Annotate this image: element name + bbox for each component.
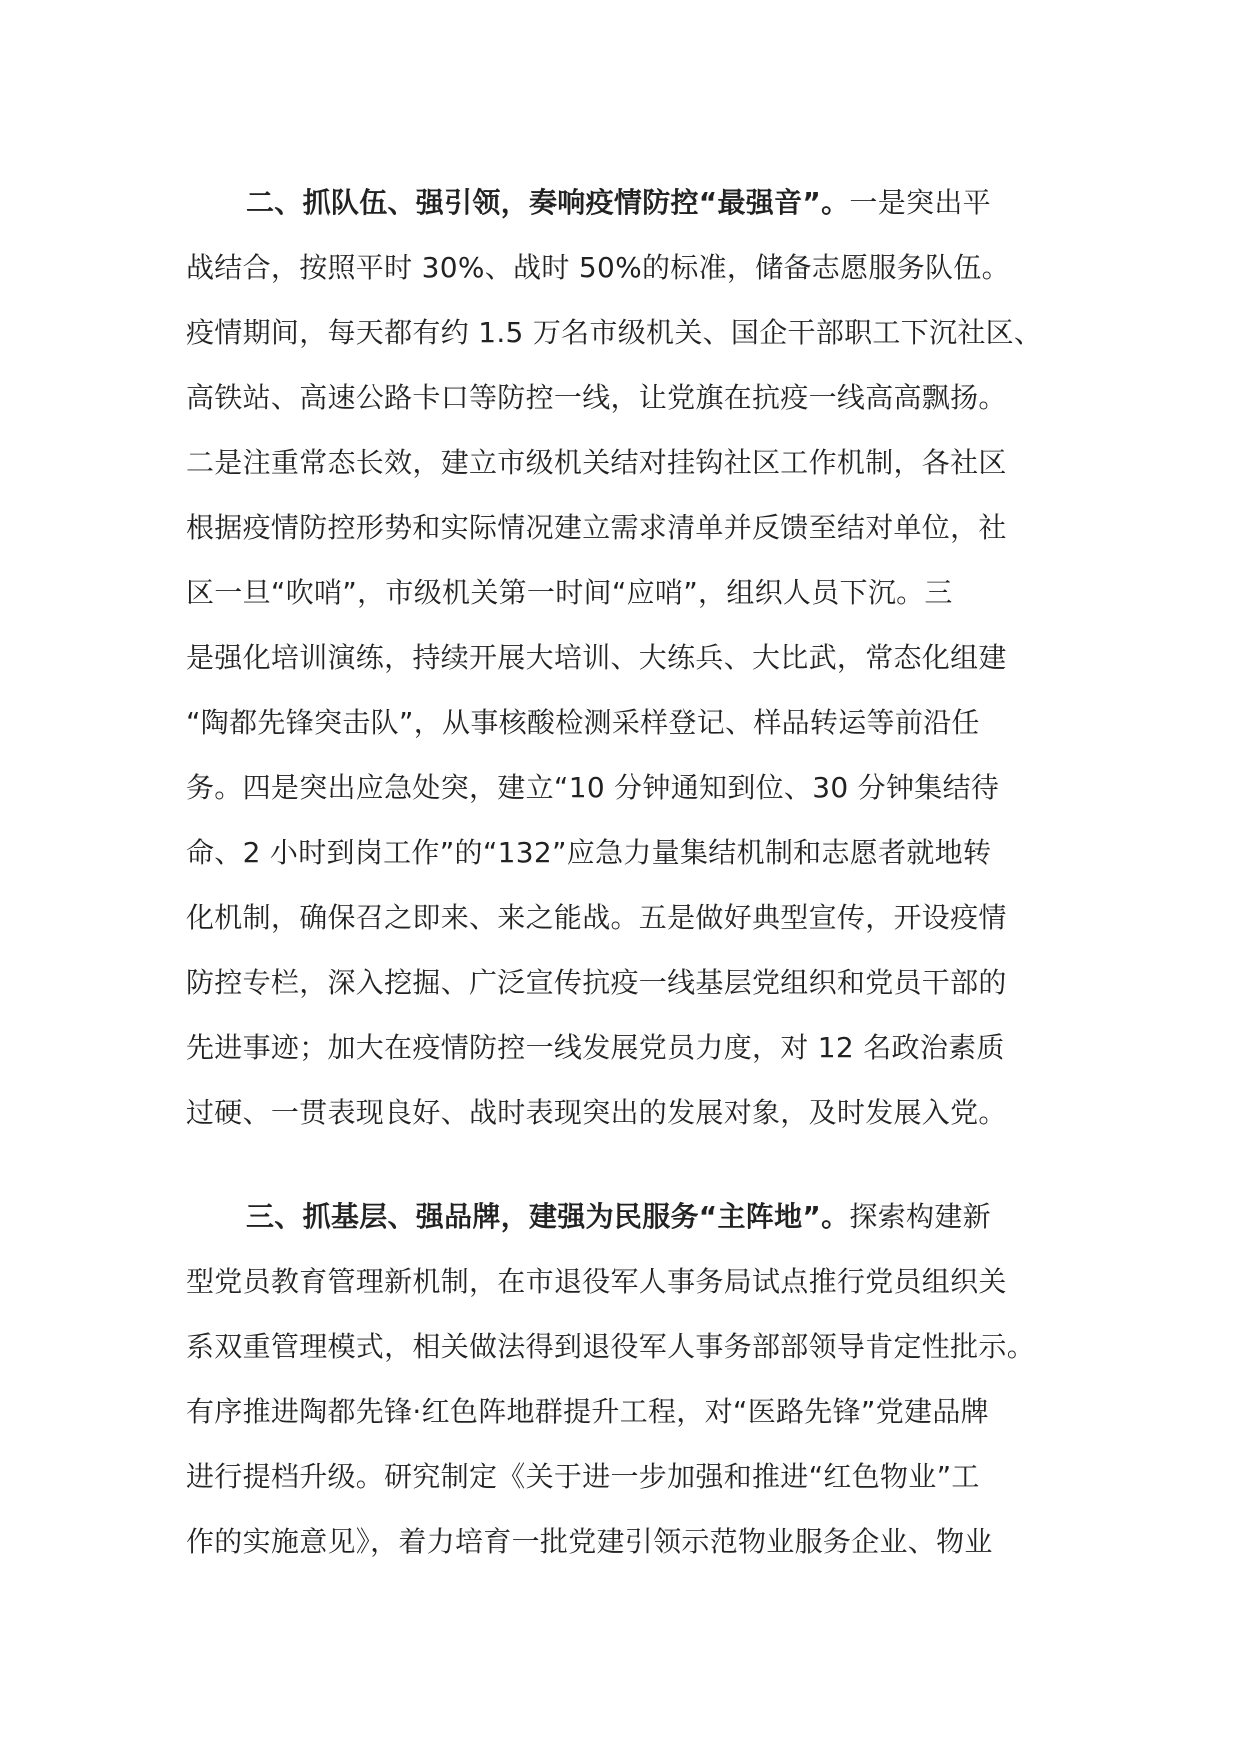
- section-3-paragraph: [186, 1184, 1054, 1574]
- paragraph-line: 根据疫情防控形势和实际情况建立需求清单并反馈至结对单位，社: [186, 511, 1007, 544]
- section-2-heading: 二、抓队伍、强引领，奏响疫情防控“最强音”。: [246, 186, 850, 219]
- paragraph-line: 疫情期间，每天都有约 1.5 万名市级机关、国企干部职工下沉社区、: [186, 316, 1043, 349]
- paragraph-line: 化机制，确保召之即来、来之能战。五是做好典型宣传，开设疫情: [186, 901, 1007, 934]
- paragraph-line: “陶都先锋突击队”，从事核酸检测采样登记、样品转运等前沿任: [186, 706, 980, 739]
- paragraph-line: 二是注重常态长效，建立市级机关结对挂钩社区工作机制，各社区: [186, 446, 1007, 479]
- paragraph-line: 高铁站、高速公路卡口等防控一线，让党旗在抗疫一线高高飘扬。: [186, 381, 1007, 414]
- paragraph-line: 命、2 小时到岗工作”的“132”应急力量集结机制和志愿者就地转: [186, 836, 992, 869]
- paragraph-line: 进行提档升级。研究制定《关于进一步加强和推进“红色物业”工: [186, 1460, 980, 1493]
- paragraph-line: 战结合，按照平时 30%、战时 50%的标准，储备志愿服务队伍。: [186, 251, 1010, 284]
- paragraph-text: 一是突出平: [849, 186, 991, 219]
- paragraph-line: 是强化培训演练，持续开展大培训、大练兵、大比武，常态化组建: [186, 641, 1007, 674]
- paragraph-line: 防控专栏，深入挖掘、广泛宣传抗疫一线基层党组织和党员干部的: [186, 966, 1007, 999]
- paragraph-line: 型党员教育管理新机制，在市退役军人事务局试点推行党员组织关: [186, 1265, 1007, 1298]
- section-3-heading: 三、抓基层、强品牌，建强为民服务“主阵地”。: [246, 1200, 850, 1233]
- paragraph-first-line: [186, 170, 1054, 235]
- paragraph-line: 务。四是突出应急处突，建立“10 分钟通知到位、30 分钟集结待: [186, 771, 1000, 804]
- paragraph-line: 系双重管理模式，相关做法得到退役军人事务部部领导肯定性批示。: [186, 1330, 1036, 1363]
- paragraph-text: 探索构建新: [849, 1200, 991, 1233]
- paragraph-line: 作的实施意见》，着力培育一批党建引领示范物业服务企业、物业: [186, 1525, 993, 1558]
- paragraph-line: 区一旦“吹哨”，市级机关第一时间“应哨”，组织人员下沉。三: [186, 576, 953, 609]
- paragraph-first-line: [186, 1184, 1054, 1249]
- section-2-paragraph: [186, 170, 1054, 1145]
- paragraph-line: 先进事迹；加大在疫情防控一线发展党员力度，对 12 名政治素质: [186, 1031, 1005, 1064]
- paragraph-line: 过硬、一贯表现良好、战时表现突出的发展对象，及时发展入党。: [186, 1096, 1007, 1129]
- paragraph-line: 有序推进陶都先锋·红色阵地群提升工程，对“医路先锋”党建品牌: [186, 1395, 989, 1428]
